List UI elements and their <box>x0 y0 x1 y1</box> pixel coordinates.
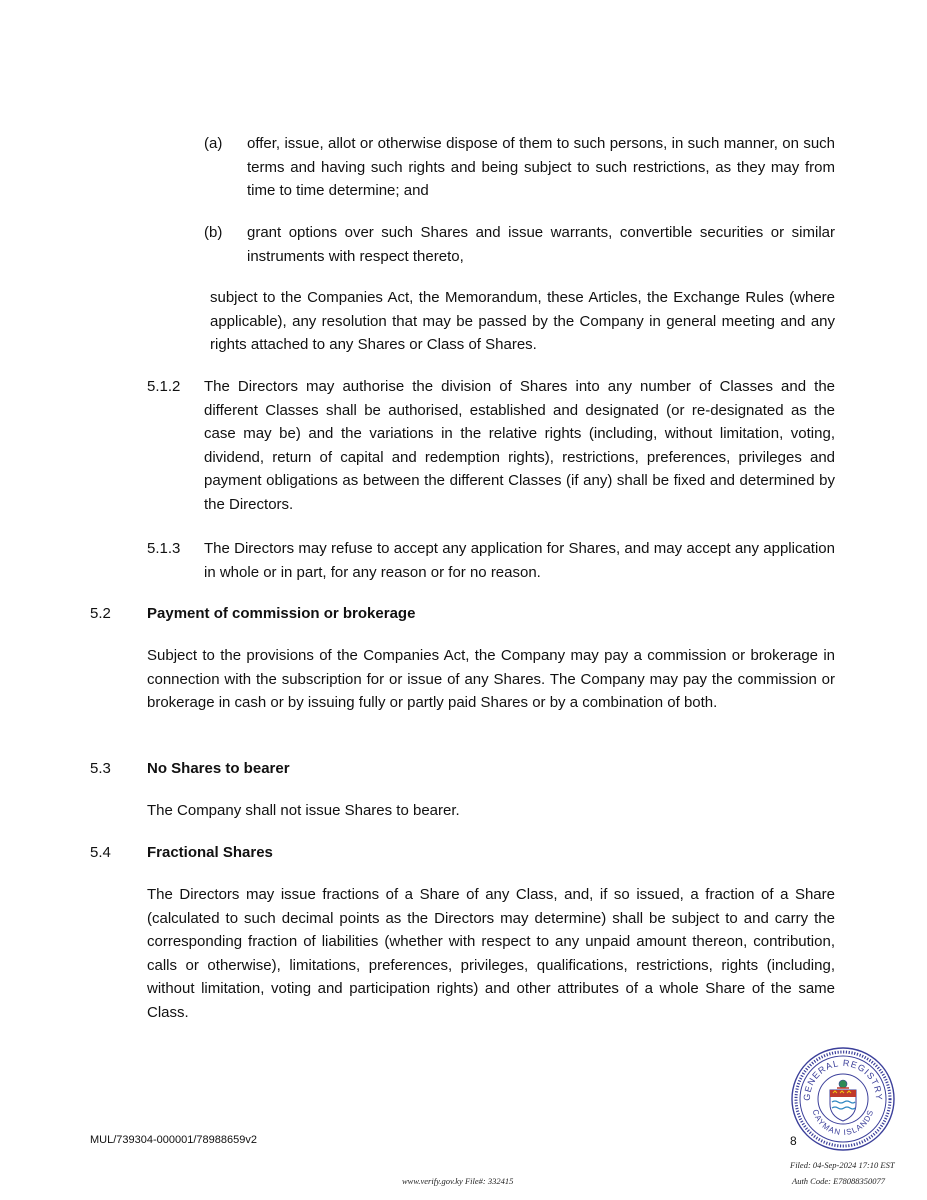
page-number: 8 <box>790 1134 797 1148</box>
item-a-label: (a) <box>204 135 223 152</box>
footer-doc-ref: MUL/739304-000001/78988659v2 <box>90 1134 257 1146</box>
auth-code: Auth Code: E78088350077 <box>792 1176 886 1186</box>
clause-512-text: The Directors may authorise the division of Shares into any number of Classes and the different Classes shall be authorised, established and designated (or re-designated as the case may be) and the variations in the relative rights (including, without limitation, voting, dividend, return of capital and redemption rights), restrictions, preferences, privileges and payment obligations as between the different Classes (if any) shall be fixed and determined by the Directors. <box>204 378 835 513</box>
section-53-body: The Company shall not issue Shares to bearer. <box>147 802 460 819</box>
section-52-heading: Payment of commission or brokerage <box>147 605 416 622</box>
clause-513-number: 5.1.3 <box>147 540 181 557</box>
section-54-body: The Directors may issue fractions of a Share of any Class, and, if so issued, a fraction of a Share (calculated to such decimal points as the Directors may determine) shall be subject to and carry the corresponding fraction of liabilities (whether with respect to any unpaid amount thereon, contribution, calls or otherwise), limitations, preferences, privileges, qualifications, restrictions, rights (including, without limitation, voting and participation rights) and other attributes of a whole Share of the same Class. <box>147 886 835 1021</box>
section-52-number: 5.2 <box>90 605 111 622</box>
verify-url: www.verify.gov.ky File#: 332415 <box>402 1176 514 1186</box>
seal-bottom-text: CAYMAN ISLANDS <box>810 1108 876 1138</box>
filed-stamp: Filed: 04-Sep-2024 17:10 EST <box>790 1160 895 1170</box>
seal-top-text: GENERAL REGISTRY <box>801 1057 885 1101</box>
item-a-text: offer, issue, allot or otherwise dispose of them to such persons, in such manner, on such terms and having such rights and being subject to such restrictions, as they may from time to time determine; and <box>247 135 835 199</box>
general-registry-seal <box>790 1046 896 1152</box>
item-b-label: (b) <box>204 224 223 241</box>
section-53-number: 5.3 <box>90 760 111 777</box>
section-54-number: 5.4 <box>90 844 111 861</box>
item-b-text: grant options over such Shares and issue warrants, convertible securities or similar instruments with respect thereto, <box>247 224 835 265</box>
section-54-heading: Fractional Shares <box>147 844 273 861</box>
clause-512-number: 5.1.2 <box>147 378 181 395</box>
coat-of-arms-icon <box>830 1080 856 1121</box>
section-52-body: Subject to the provisions of the Companies Act, the Company may pay a commission or brokerage in connection with the subscription for or issue of any Shares. The Company may pay the commission or brokerage in cash or by issuing fully or partly paid Shares or by a combination of both. <box>147 647 835 711</box>
subject-paragraph: subject to the Companies Act, the Memorandum, these Articles, the Exchange Rules (where applicable), any resolution that may be passed by the Company in general meeting and any rights attached to any Shares or Class of Shares. <box>210 289 835 353</box>
section-53-heading: No Shares to bearer <box>147 760 290 777</box>
clause-513-text: The Directors may refuse to accept any application for Shares, and may accept any application in whole or in part, for any reason or for no reason. <box>204 540 835 581</box>
